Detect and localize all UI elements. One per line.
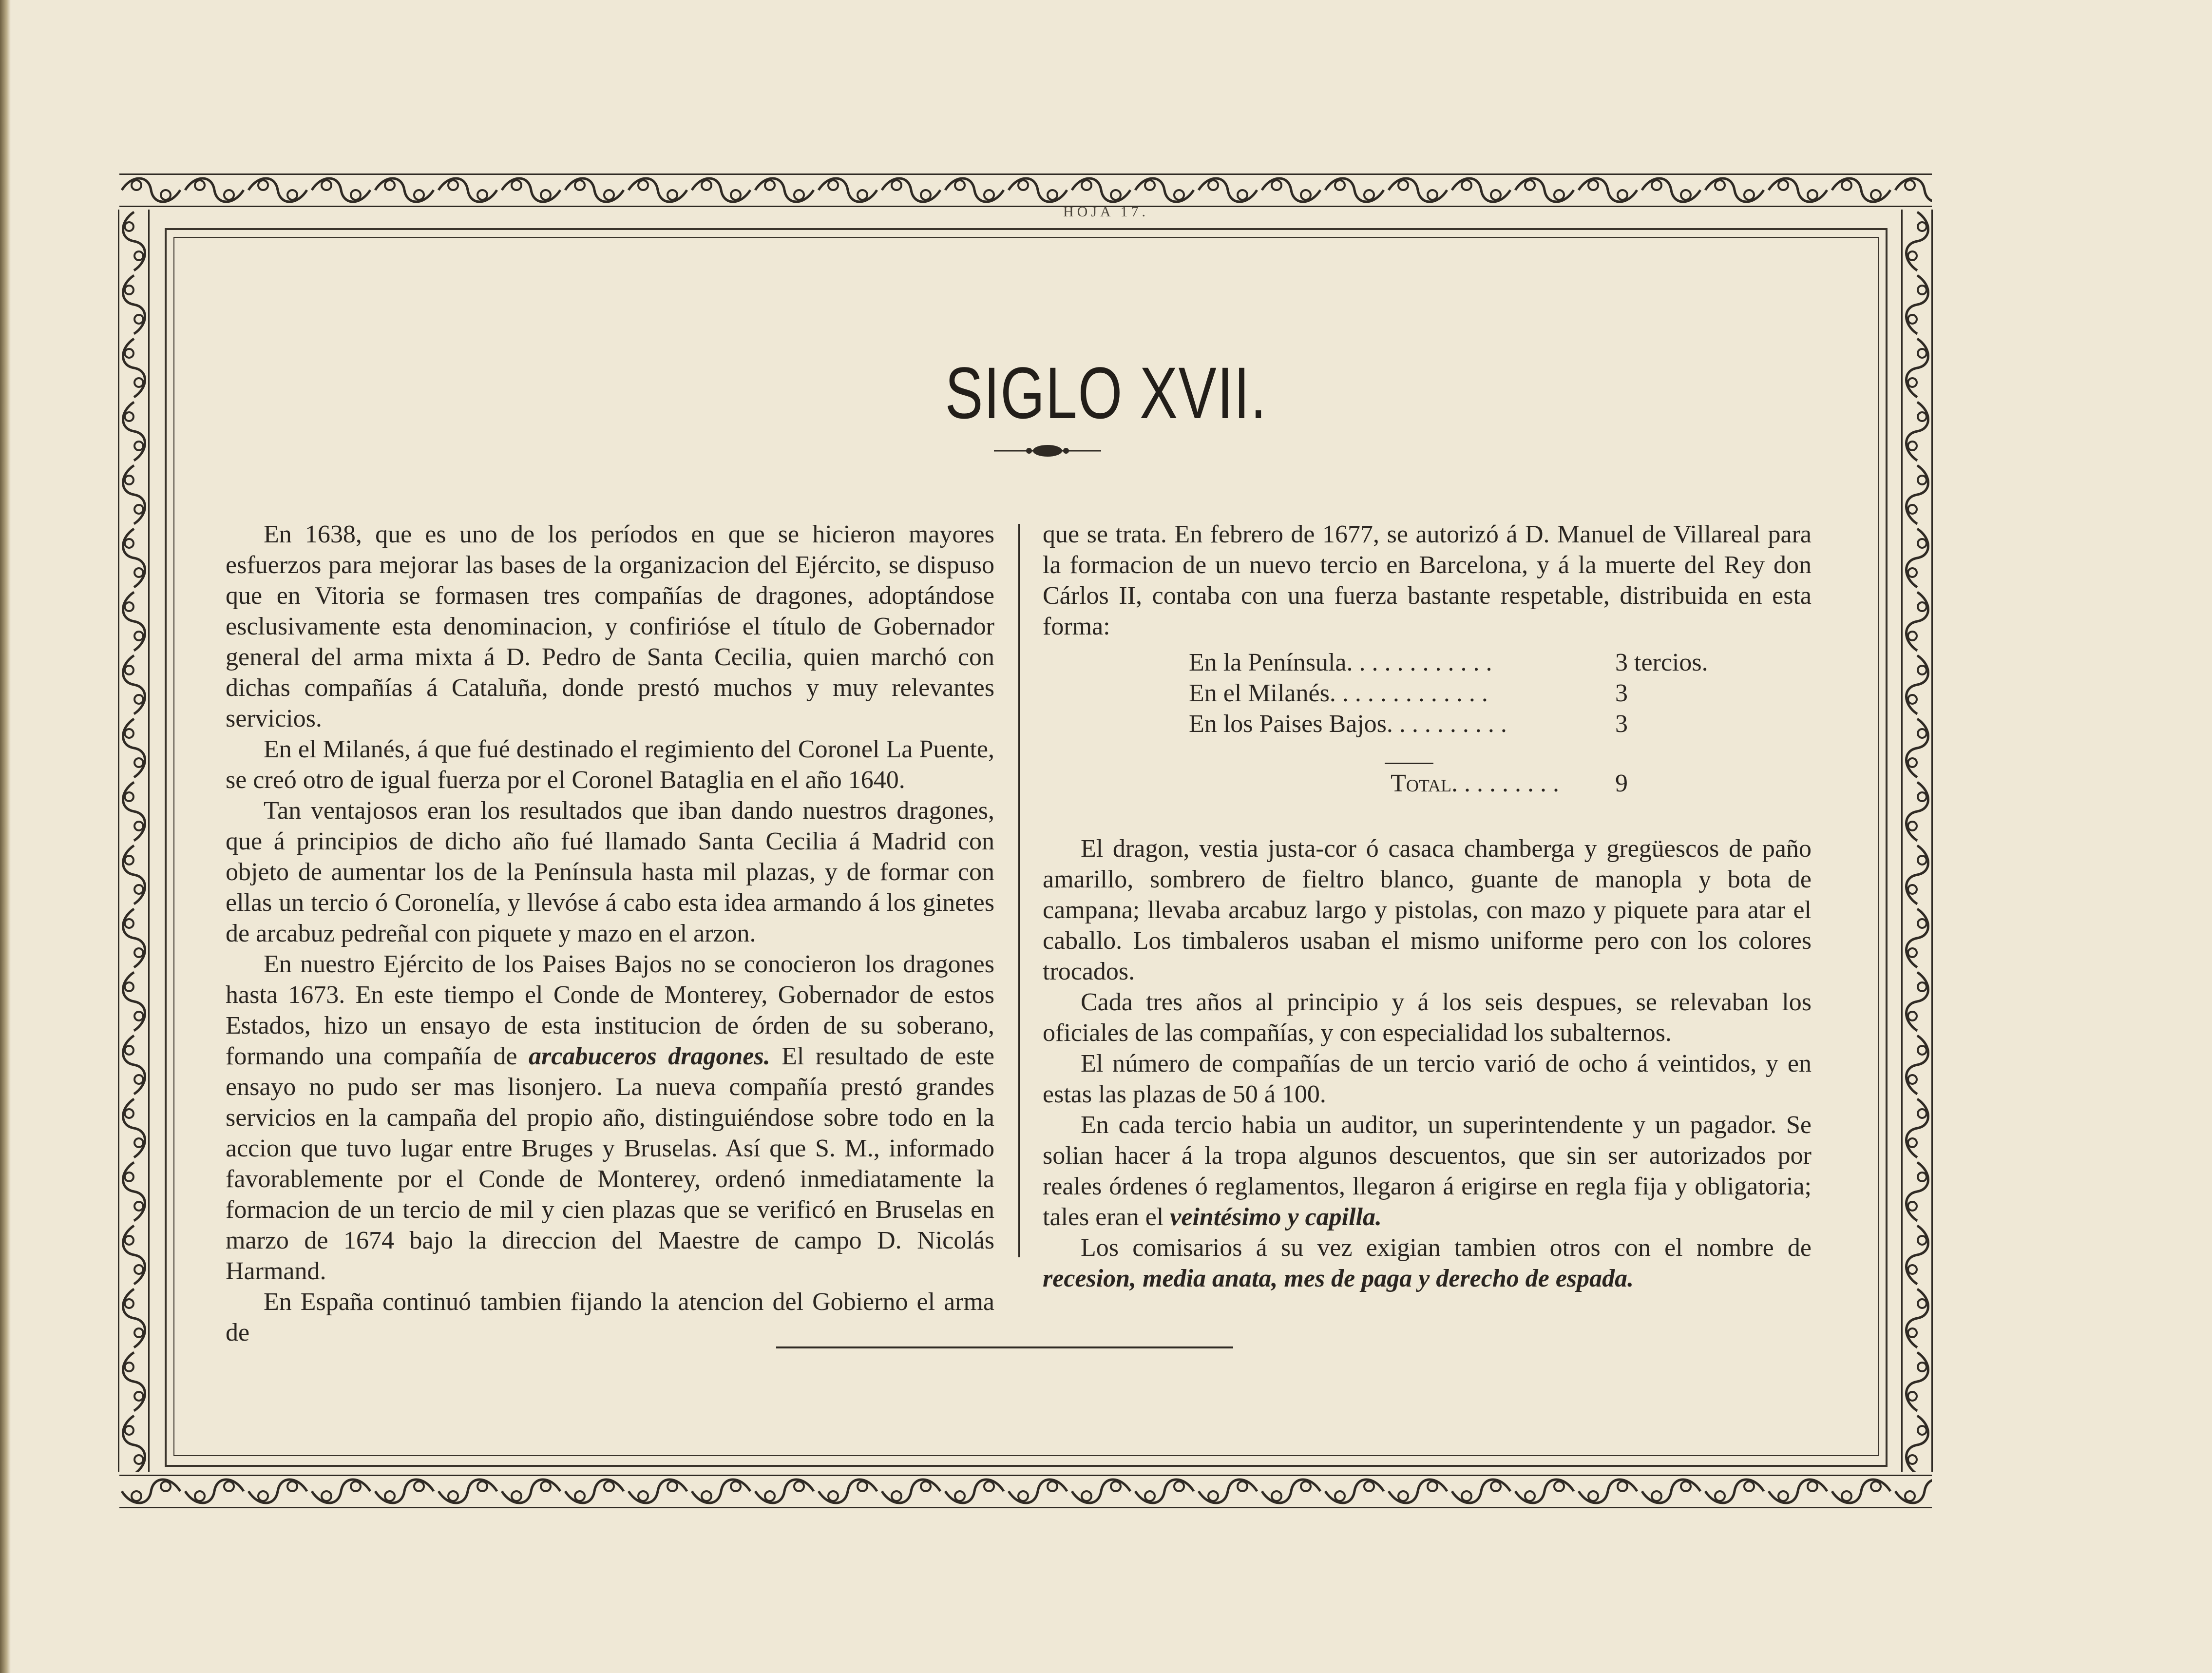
right-text-column-intro xyxy=(1043,519,1812,642)
italic-term: recesion, media anata, mes de paga y derecho de espada. xyxy=(1043,1265,1634,1292)
paragraph: Cada tres años al principio y á los seis despues, se relevaban los oficiales de las compañías, y con especialidad los subalternos. xyxy=(1043,988,1812,1047)
paragraph: En España continuó tambien fijando la atencion del Gobierno el arma de xyxy=(226,1288,994,1346)
table-row xyxy=(1189,709,1725,739)
right-text-column xyxy=(1043,833,1812,1294)
paragraph: que se trata. En febrero de 1677, se autorizó á D. Manuel de Villareal para la formacion de un nuevo tercio en Barcelona, y á la muerte del Rey don Cárlos II, contaba con una fuerza bastante respetable, distribuida en esta forma: xyxy=(1043,520,1812,640)
text-span: En nuestro Ejército de los Paises Bajos no se conocieron los dragones hasta 1673. En este tiempo el Conde de Monterey, Gobernador de estos Estados, hizo un ensayo de esta institucion de órden de su soberano, formando una compañía de xyxy=(226,950,994,1070)
sheet-number: HOJA 17. xyxy=(1063,204,1149,220)
total-row xyxy=(1189,768,1725,799)
table-row xyxy=(1189,678,1725,709)
paragraph xyxy=(1043,1232,1812,1294)
italic-term: arcabuceros dragones. xyxy=(529,1042,770,1070)
closing-rule xyxy=(776,1346,1233,1348)
page-edge xyxy=(0,0,11,1673)
text-span: En cada tercio habia un auditor, un superintendente y un pagador. Se solian hacer á la tropa algunos descuentos, que sin ser autorizados por reales órdenes ó reglamentos, llegaron á erigirse en regla fija y obligatoria; tales eran el xyxy=(1043,1111,1812,1231)
row-label: En los Paises Bajos. . . . . . . . . . xyxy=(1189,710,1507,738)
row-value: 3 xyxy=(1615,710,1628,738)
total-label: Total. . . . . . . . . xyxy=(1391,769,1559,797)
ornamental-border-bottom xyxy=(119,1472,1932,1511)
paragraph xyxy=(1043,1110,1812,1232)
row-label: En el Milanés. . . . . . . . . . . . . xyxy=(1189,679,1488,707)
paragraph: En el Milanés, á que fué destinado el regimiento del Coronel La Puente, se creó otro de igual fuerza por el Coronel Bataglia en el año 1640. xyxy=(226,735,994,794)
row-value: 3 tercios. xyxy=(1615,649,1708,676)
left-text-column xyxy=(226,519,994,1348)
paragraph xyxy=(226,949,994,1287)
paragraph: En 1638, que es uno de los períodos en que se hicieron mayores esfuerzos para mejorar las bases de la organizacion del Ejército, se dispuso que en Vitoria se formasen tres compañías de dragones, adoptándose esclusivamente esta denominacion, y confirióse el título de Gobernador general del arma mixta á D. Pedro de Santa Cecilia, quien marchó con dichas compañías á Cataluña, donde prestó muchos y muy relevantes servicios. xyxy=(226,520,994,732)
page-title: SIGLO XVII. xyxy=(945,352,1267,434)
text-span: Los comisarios á su vez exigian tambien otros con el nombre de xyxy=(1081,1234,1812,1262)
paragraph: El número de compañías de un tercio varió de ocho á veintidos, y en estas las plazas de 50 á 100. xyxy=(1043,1050,1812,1108)
title-flourish-ornament xyxy=(994,441,1101,463)
total-value: 9 xyxy=(1615,769,1628,797)
row-value: 3 xyxy=(1615,679,1628,707)
text-span: El resultado de este ensayo no pudo ser mas lisonjero. La nueva compañía prestó grandes servicios en la campaña del propio año, distinguiéndose sobre todo en la accion que tuvo lugar entre Bruges y Bruselas. Así que S. M., informado favorablemente por el Conde de Monterey, ordenó inmediatamente la formacion de un tercio de mil y cien plazas que se verificó en Bruselas en marzo de 1674 bajo la direccion del Maestre de campo D. Nicolás Harmand. xyxy=(226,1042,995,1285)
table-row xyxy=(1189,647,1725,678)
paragraph: El dragon, vestia justa-cor ó casaca chamberga y gregüescos de paño amarillo, sombrero de fieltro blanco, guante de manopla y bota de campana; llevaba arcabuz largo y pistolas, con mazo y piquete para atar el caballo. Los timbaleros usaban el mismo uniforme pero con los colores trocados. xyxy=(1043,835,1812,985)
ornamental-border-left xyxy=(117,210,151,1472)
distribution-table xyxy=(1189,647,1725,739)
total-rule xyxy=(1385,763,1433,764)
row-label: En la Península. . . . . . . . . . . . xyxy=(1189,649,1492,676)
italic-term: veintésimo y capilla. xyxy=(1170,1203,1382,1231)
paragraph: Tan ventajosos eran los resultados que iban dando nuestros dragones, que á principios de dicho año fué llamado Santa Cecilia á Madrid con objeto de aumentar los de la Península hasta mil plazas, y de formar con ellas un tercio ó Coronelía, y llevóse á cabo esta idea armando á los ginetes de arcabuz pedreñal con piquete y mazo en el arzon. xyxy=(226,797,994,947)
column-divider xyxy=(1018,524,1020,1257)
